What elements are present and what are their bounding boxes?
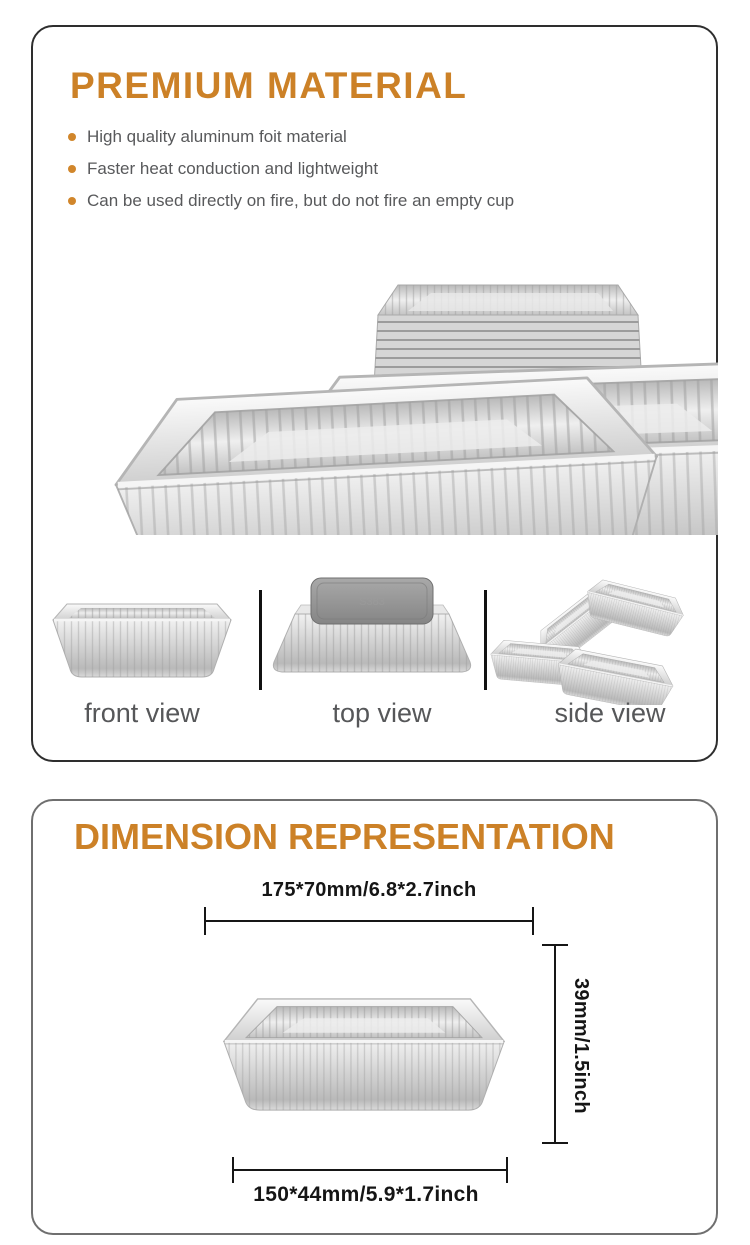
feature-item	[68, 185, 514, 217]
dimension-section-title: DIMENSION REPRESENTATION	[74, 816, 615, 857]
front-view-label: front view	[84, 698, 200, 728]
height-dimension-label: 39mm/1.5inch	[570, 978, 592, 1114]
view-divider	[259, 590, 262, 690]
bottom-dimension-label: 150*44mm/5.9*1.7inch	[253, 1183, 479, 1206]
dimension-representation-card	[31, 799, 718, 1235]
bottom-dimension-line	[233, 1169, 507, 1171]
bullet-dot-icon	[68, 165, 76, 173]
bullet-dot-icon	[68, 197, 76, 205]
feature-item	[68, 153, 514, 185]
foil-pan	[224, 999, 504, 1110]
dimension-pan-image	[219, 991, 509, 1119]
side-view-label: side view	[554, 698, 666, 728]
feature-bullet-list	[68, 121, 514, 217]
top-view-label: top view	[332, 698, 432, 728]
dimension-tick	[204, 907, 206, 935]
top-dimension-line	[205, 920, 533, 922]
dimension-tick	[532, 907, 534, 935]
front-view-image	[47, 592, 237, 692]
feature-text: Faster heat conduction and lightweight	[87, 159, 379, 178]
feature-text: High quality aluminum foit material	[87, 127, 347, 146]
hero-product-image	[53, 255, 718, 535]
feature-text: Can be used directly on fire, but do not fire an empty cup	[87, 191, 515, 210]
view-divider	[484, 590, 487, 690]
top-dimension-label: 175*70mm/6.8*2.7inch	[261, 879, 477, 901]
side-view-image	[490, 533, 722, 705]
feature-item	[68, 121, 514, 153]
premium-material-card	[31, 25, 718, 762]
foil-pan	[112, 374, 664, 535]
lid-embossed-text: S383	[359, 596, 385, 608]
dimension-cap	[542, 1142, 568, 1144]
top-view-image	[267, 574, 477, 694]
height-dimension-line	[554, 945, 556, 1143]
bullet-dot-icon	[68, 133, 76, 141]
premium-section-title: PREMIUM MATERIAL	[70, 65, 468, 106]
